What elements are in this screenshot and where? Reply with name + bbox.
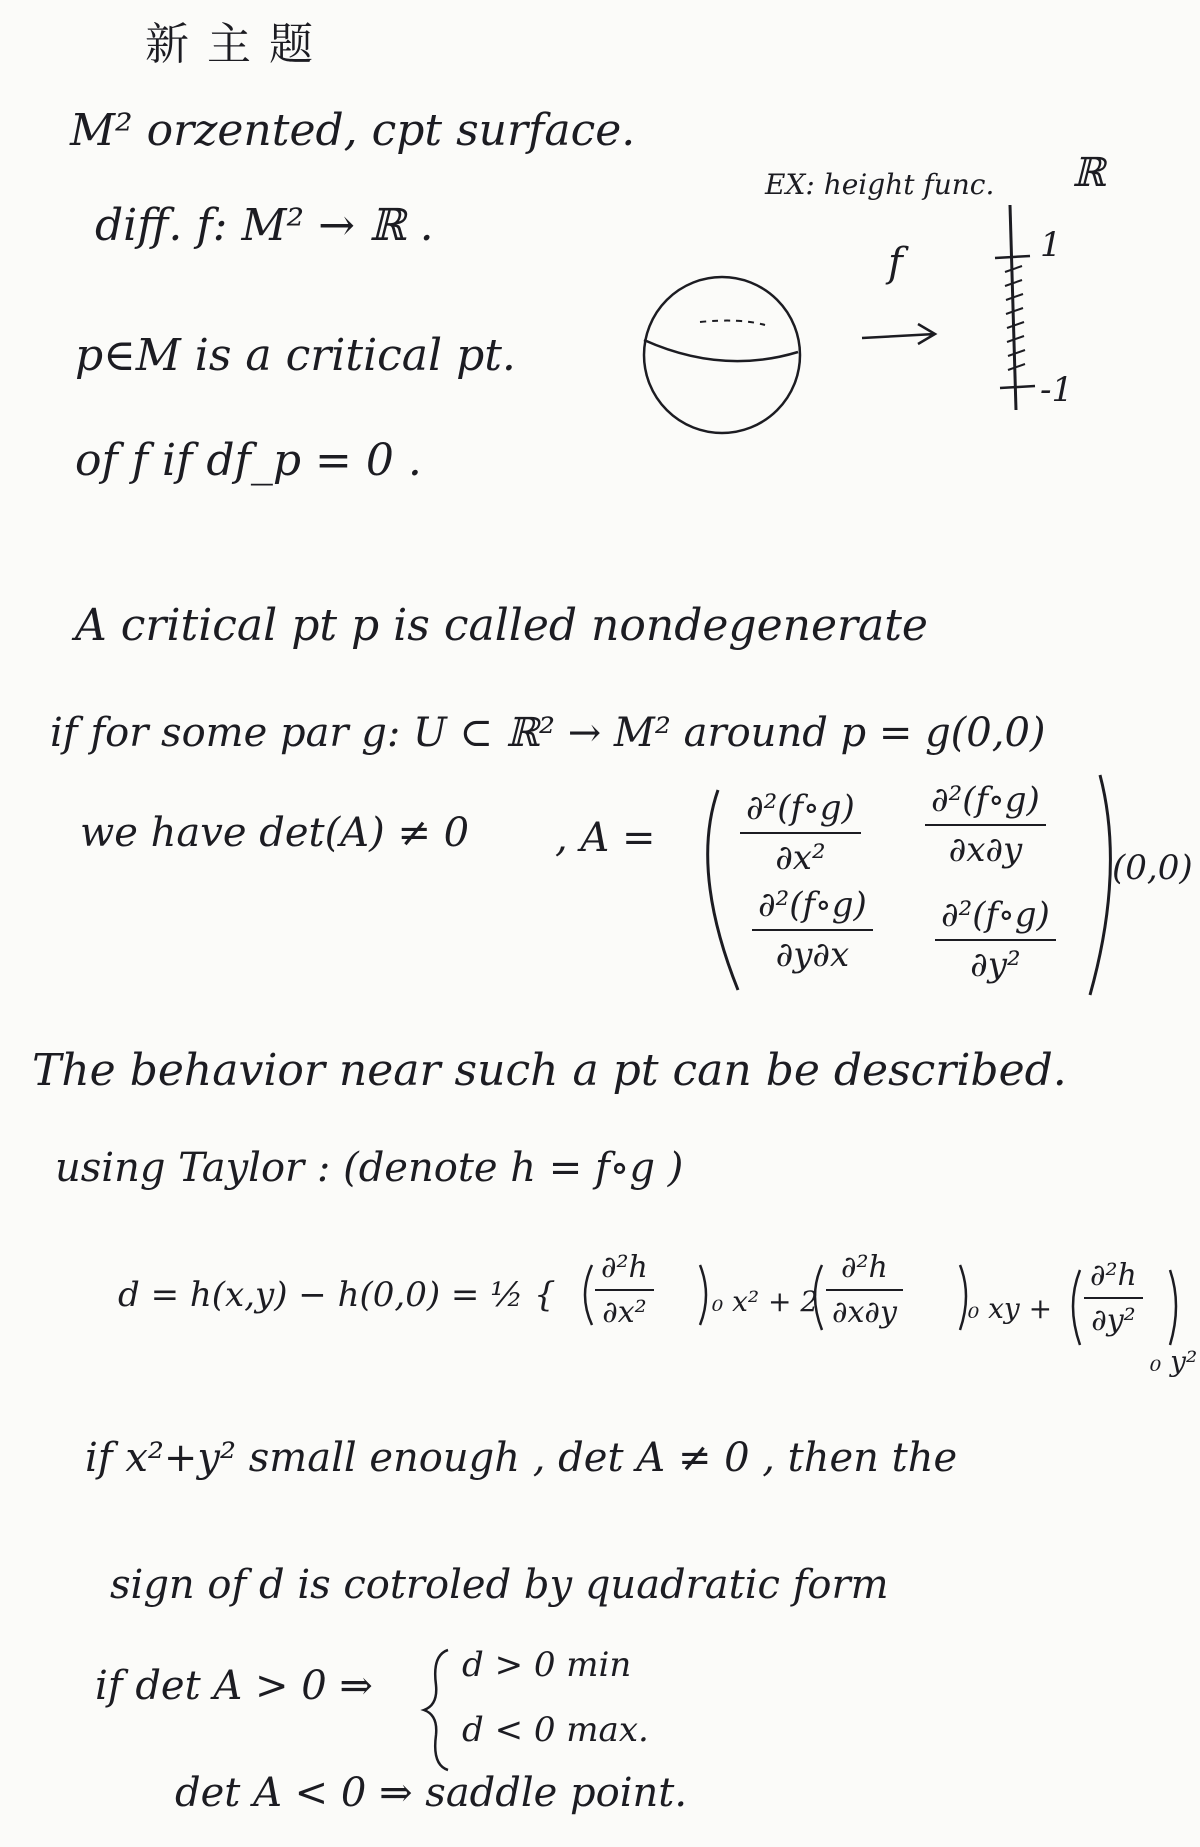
case-max: d < 0 max. [462,1710,649,1750]
matrix-entry-22 [935,895,1056,985]
taylor-term-yy-den: ∂y² [1091,1303,1136,1338]
line-surface: M² orzented, cpt surface. [70,105,636,156]
example-map-letter: f [888,240,903,286]
matrix-entry-22-num: ∂²(f∘g) [941,895,1050,935]
line-critical-point: p∈M is a critical pt. [75,330,516,381]
sphere-sketch [644,277,800,433]
taylor-term-xx-num: ∂²h [601,1250,648,1285]
example-label: EX: height func. [765,168,995,201]
line-quadratic-form: sign of d is cotroled by quadratic form [110,1562,889,1608]
taylor-term-xx-den: ∂x² [602,1295,647,1330]
line-nondegenerate: A critical pt p is called nondegenerate [75,600,928,651]
fraction-bar [1084,1297,1143,1299]
fraction-bar [935,939,1056,941]
taylor-term-xy [826,1250,903,1330]
taylor-paren-3 [1073,1270,1080,1345]
tick-label-one: 1 [1040,225,1062,265]
sphere-equator-back [700,321,765,325]
matrix-entry-12-den: ∂x∂y [948,830,1023,870]
matrix-right-paren [1090,775,1110,995]
taylor-term-xy-tail: ₀ xy + [968,1292,1053,1325]
example-real-line-label: ℝ [1072,150,1106,196]
line-positive-det: if det A > 0 ⇒ [95,1663,373,1709]
matrix-entry-11 [740,788,861,878]
matrix-entry-21-num: ∂²(f∘g) [758,885,867,925]
taylor-paren-3r [1170,1270,1176,1345]
matrix-entry-22-den: ∂y² [970,945,1021,985]
taylor-term-xy-num: ∂²h [841,1250,888,1285]
map-arrow [862,324,935,344]
matrix-entry-12 [925,780,1046,870]
fraction-bar [925,824,1046,826]
taylor-term-yy [1084,1258,1143,1338]
line-small-enough: if x²+y² small enough , det A ≠ 0 , then the [85,1435,958,1481]
matrix-entry-11-den: ∂x² [775,838,826,878]
matrix-entry-21 [752,885,873,975]
fraction-bar [826,1289,903,1291]
matrix-entry-11-num: ∂²(f∘g) [746,788,855,828]
matrix-entry-12-num: ∂²(f∘g) [931,780,1040,820]
line-critical-condition: of f if df_p = 0 . [75,435,422,486]
taylor-term-xx-tail: ₀ x² + 2 [712,1285,819,1318]
fraction-bar [595,1289,654,1291]
fraction-bar [752,929,873,931]
page-title: 新主题 [145,19,331,70]
matrix-left-paren [708,790,738,990]
line-behavior: The behavior near such a pt can be described. [32,1045,1067,1096]
taylor-term-yy-tail: ₀ y² [1150,1345,1198,1378]
taylor-term-yy-num: ∂²h [1090,1258,1137,1293]
tick-label-minus-one: -1 [1040,370,1074,410]
fraction-bar [740,832,861,834]
taylor-paren-1 [585,1265,592,1325]
case-min: d > 0 min [462,1645,632,1685]
image-hatching [1005,266,1025,370]
line-differentiable-map: diff. f: M² → ℝ . [95,200,434,251]
line-parametrization: if for some par g: U ⊂ ℝ² → M² around p = g(0,0) [50,710,1046,756]
tick-minus-one [1000,386,1035,388]
tick-one [995,256,1030,258]
real-line-axis [1010,205,1016,410]
matrix-entry-21-den: ∂y∂x [775,935,850,975]
taylor-term-xx [595,1250,654,1330]
sphere-equator-front [644,340,798,361]
taylor-paren-1r [700,1265,706,1325]
taylor-paren-2r [960,1265,966,1330]
line-saddle-point: det A < 0 ⇒ saddle point. [175,1770,688,1816]
matrix-evaluation-point: (0,0) [1112,848,1193,888]
line-taylor: using Taylor : (denote h = f∘g ) [55,1145,684,1191]
case-brace [424,1650,448,1770]
line-det-condition: we have det(A) ≠ 0 [80,810,470,856]
taylor-expansion-start: d = h(x,y) − h(0,0) = ½ { [118,1275,556,1315]
matrix-label: , A = [555,815,656,861]
taylor-term-xy-den: ∂x∂y [832,1295,897,1330]
